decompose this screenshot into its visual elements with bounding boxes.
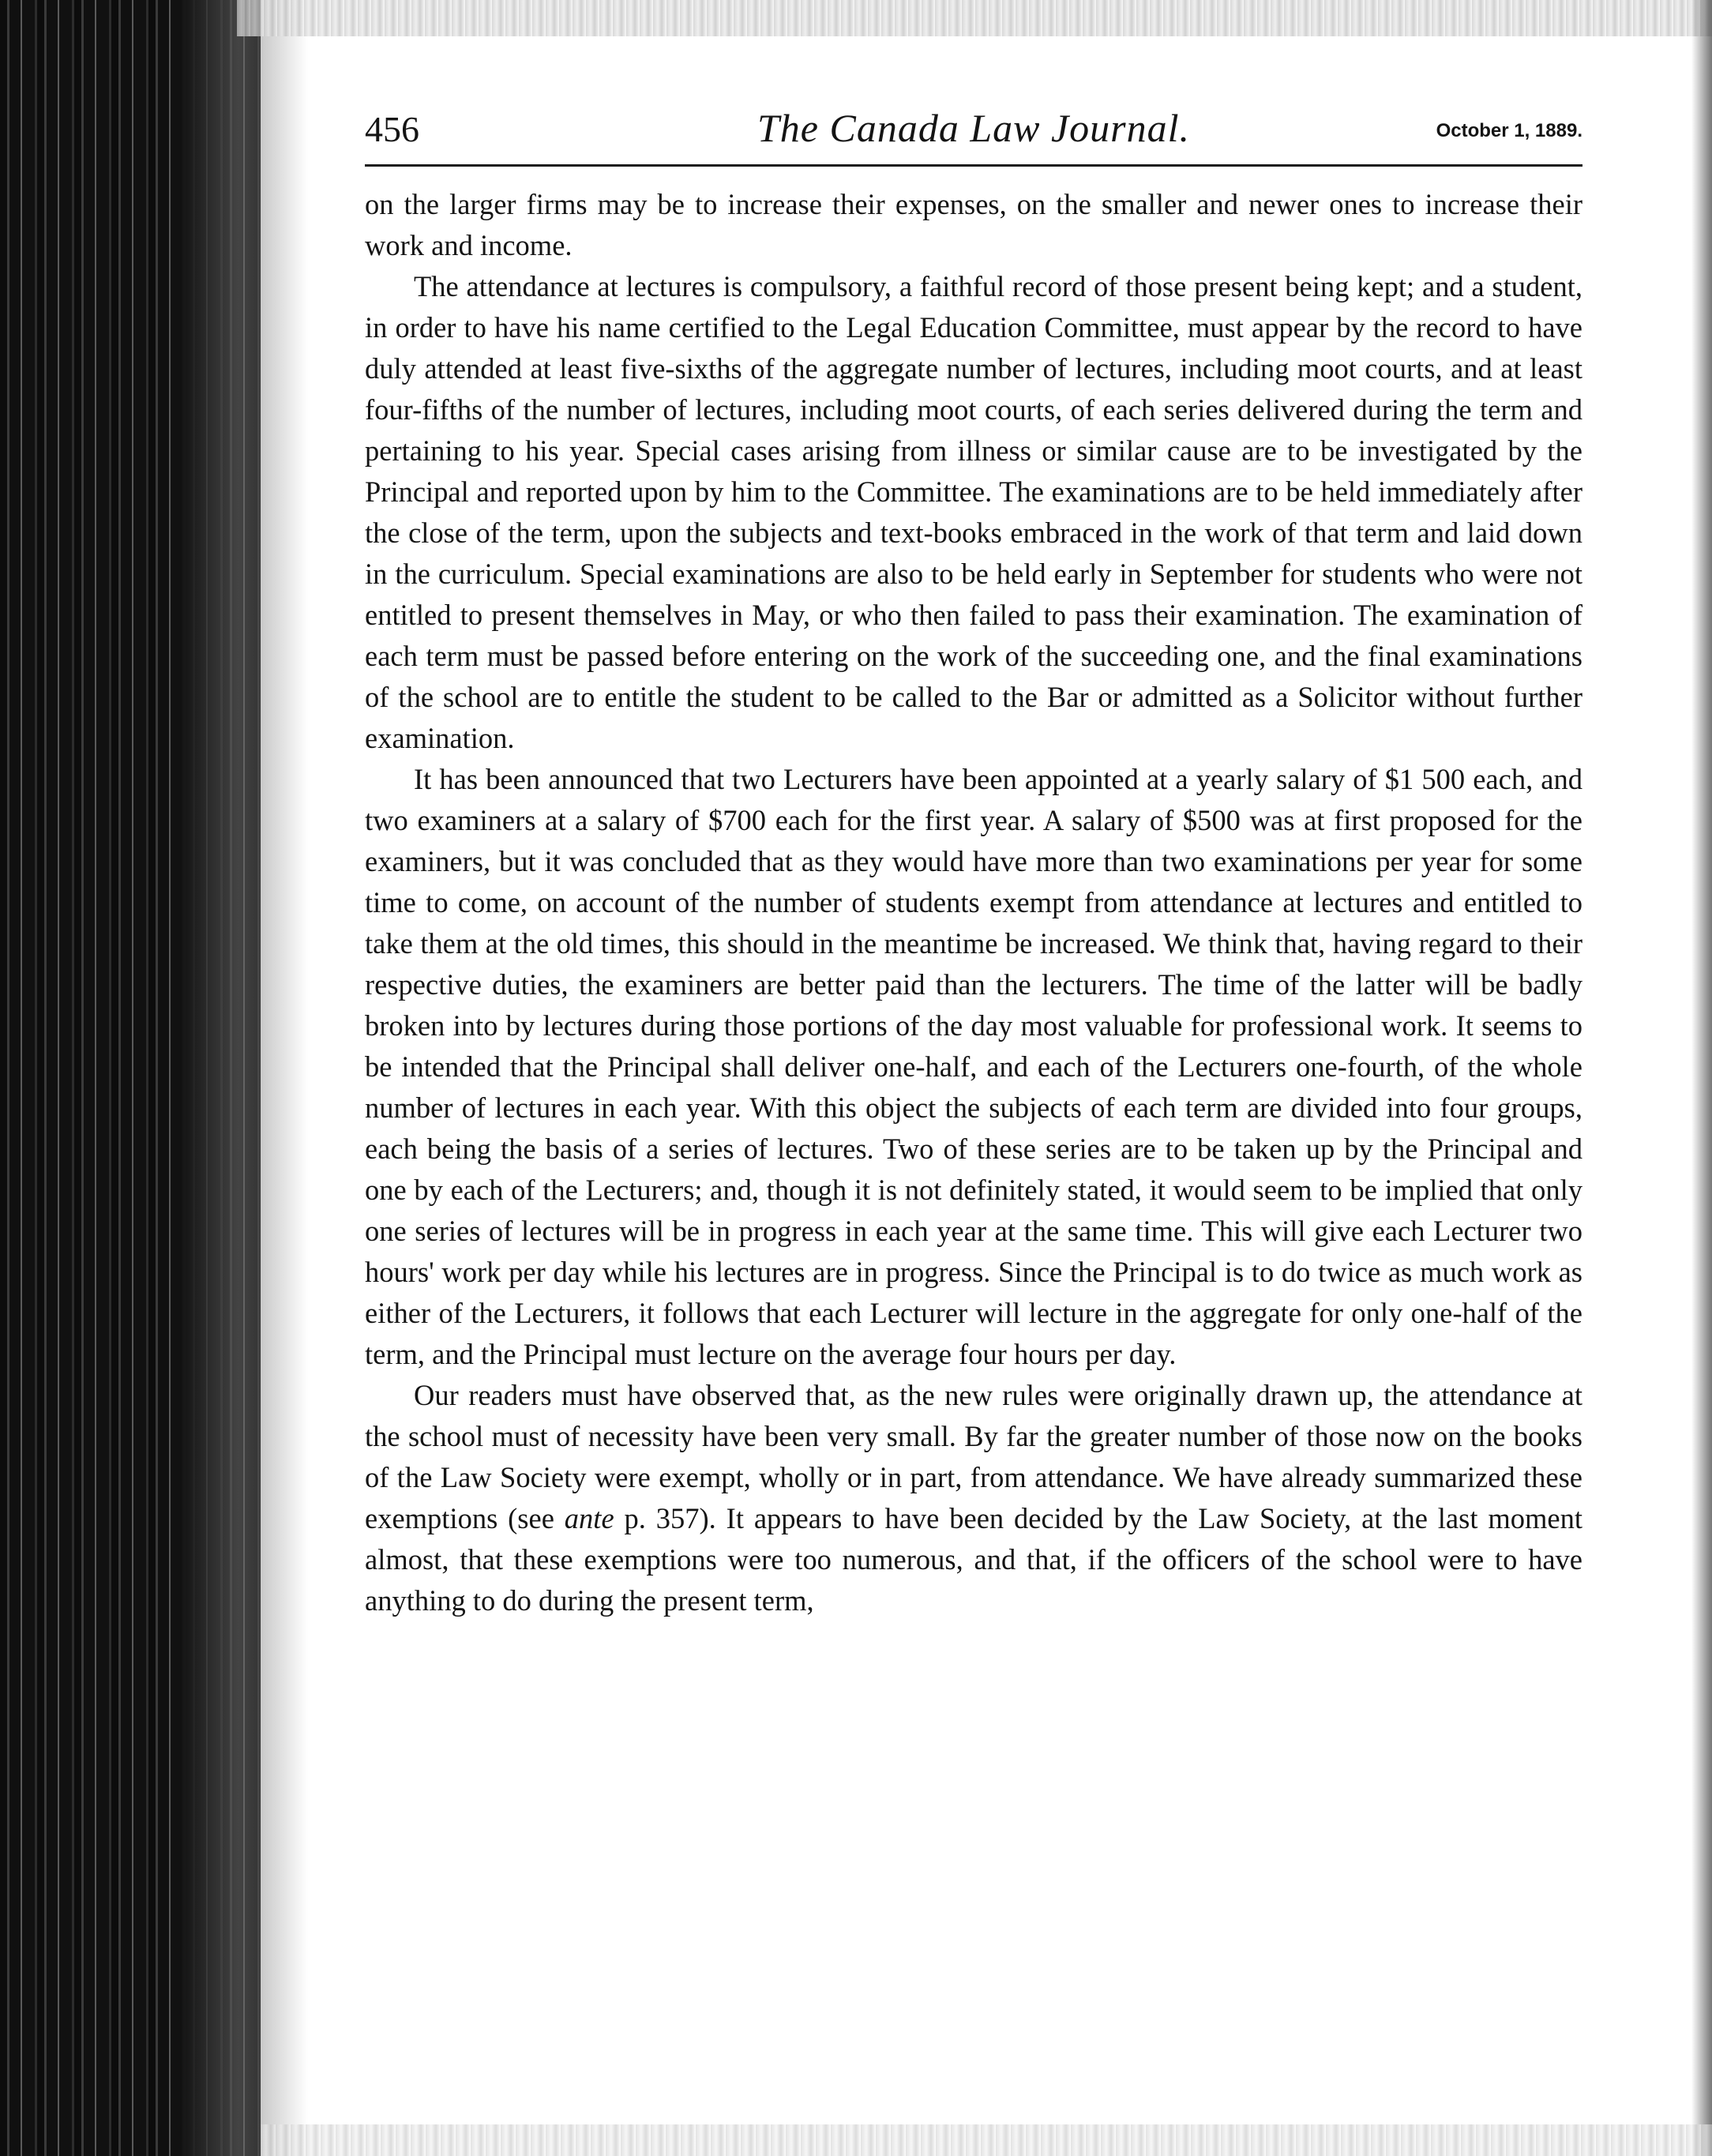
scan-bottom-edge	[261, 2124, 1712, 2156]
journal-page	[365, 101, 1582, 1621]
article-body	[365, 184, 1582, 1621]
scan-top-edge	[237, 0, 1712, 36]
page-header	[365, 101, 1582, 167]
paragraph-attendance: The attendance at lectures is compulsory, a faithful record of those present being kept; and a student, in order to have his name certified to the Legal Education Committee, must appear by the record to have duly attended at least five-sixths of the aggregate number of lectures, including moot courts, and at least four-fifths of the number of lectures, including moot courts, of each series delivered during the term and pertaining to his year. Special cases arising from illness or similar cause are to be investigated by the Principal and reported upon by him to the Committee. The examinations are to be held immediately after the close of the term, upon the subjects and text-books embraced in the work of that term and laid down in the curriculum. Special examinations are also to be held early in September for students who were not entitled to present themselves in May, or who then failed to pass their examination. The examination of each term must be passed before entering on the work of the succeeding one, and the final examinations of the school are to entitle the student to be called to the Bar or admitted as a Solicitor without further examination.	[365, 270, 1582, 754]
paragraph-lecturers-salary: It has been announced that two Lecturers have been appointed at a yearly salary of $1 500 each, and two examiners at a salary of $700 each for the first year. A salary of $500 was at first proposed for the examiners, but it was concluded that as they would have more than two examinations per year for some time to come, on account of the number of students exempt from attendance at lectures and entitled to take them at the old times, this should in the meantime be increased. We think that, having regard to their respective duties, the examiners are better paid than the lecturers. The time of the latter will be badly broken into by lectures during those portions of the day most valuable for professional work. It seems to be intended that the Principal shall deliver one-half, and each of the Lecturers one-fourth, of the whole number of lectures in each year. With this object the subjects of each term are divided into four groups, each being the basis of a series of lectures. Two of these series are to be taken up by the Principal and one by each of the Lecturers; and, though it is not definitely stated, it would seem to be implied that only one series of lectures will be in progress in each year at the same time. This will give each Lecturer two hours' work per day while his lectures are in progress. Since the Principal is to do twice as much work as either of the Lecturers, it follows that each Lecturer will lecture in the aggregate for only one-half of the term, and the Principal must lecture on the average four hours per day.	[365, 763, 1582, 1370]
paragraph-exemptions-text-after: p. 357). It appears to have been decided by the Law Society, at the last moment almost, that these exemptions were too numerous, and that, if the officers of the school were to have anything to do during the present term,	[365, 1502, 1582, 1617]
journal-title: The Canada Law Journal.	[757, 106, 1191, 150]
ante-reference: ante	[564, 1502, 614, 1534]
paragraph-exemptions	[365, 1375, 1582, 1621]
page-number: 456	[365, 109, 419, 149]
paragraph-continuation: on the larger firms may be to increase their expenses, on the smaller and newer ones to increase their work and income.	[365, 188, 1582, 261]
paragraph-exemptions-text-before: Our readers must have observed that, as the new rules were originally drawn up, the attendance at the school must of necessity have been very small. By far the greater number of those now on the books of the Law Society were exempt, wholly or in part, from attendance. We have already summarized these exemptions (see	[365, 1379, 1582, 1534]
issue-date: October 1, 1889.	[1436, 120, 1582, 141]
gutter-fade	[182, 0, 308, 2156]
scan-right-edge	[1691, 0, 1712, 2156]
